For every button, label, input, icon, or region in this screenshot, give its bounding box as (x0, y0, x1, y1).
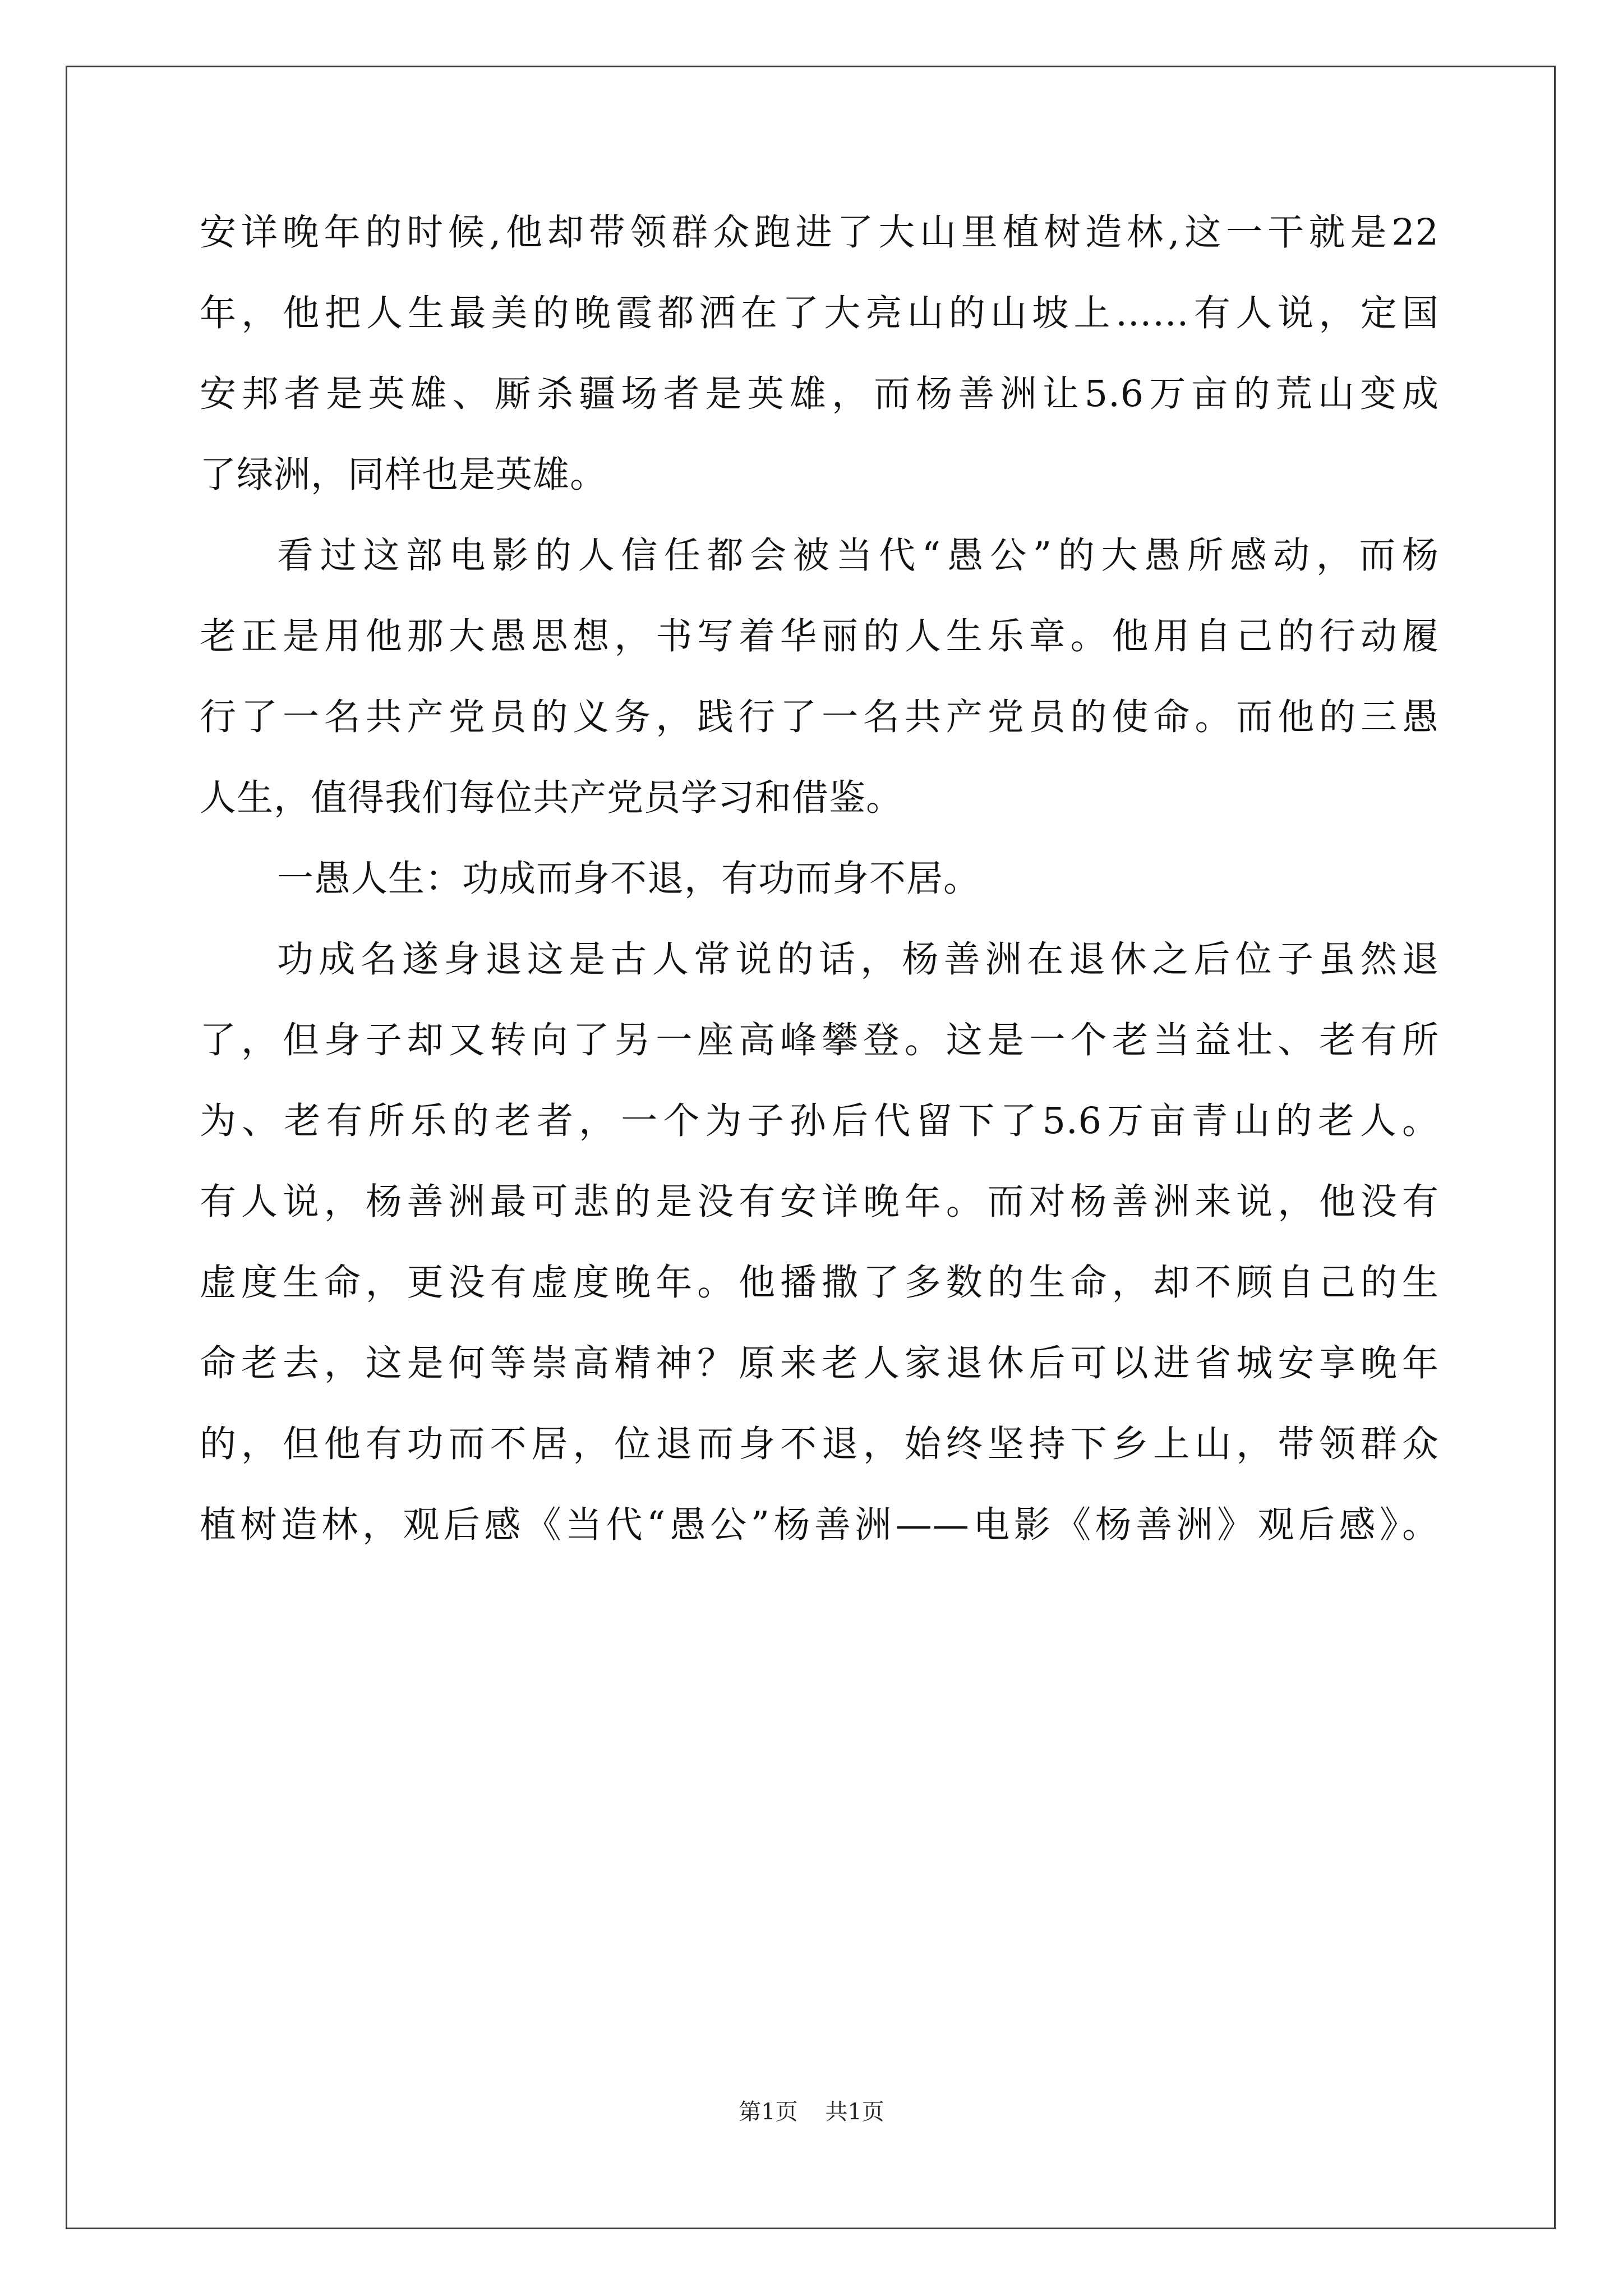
text-line: 一愚人生：功成而身不退，有功而身不居。 (277, 858, 981, 900)
text-line: 行了一名共产党员的义务，践行了一名共产党员的使命。而他的三愚 (200, 696, 1439, 738)
text-line: 安详晚年的时候,他却带领群众跑进了大山里植树造林,这一干就是22 (200, 211, 1439, 254)
text-line: 为、老有所乐的老者，一个为子孙后代留下了5.6万亩青山的老人。 (200, 1100, 1439, 1142)
text-line: 虚度生命，更没有虚度晚年。他播撒了多数的生命，却不顾自己的生 (200, 1262, 1439, 1304)
text-line: 人生，值得我们每位共产党员学习和借鉴。 (200, 777, 903, 819)
text-line: 有人说，杨善洲最可悲的是没有安详晚年。而对杨善洲来说，他没有 (200, 1181, 1439, 1223)
text-line: 的，但他有功而不居，位退而身不退，始终坚持下乡上山，带领群众 (200, 1423, 1439, 1465)
page-footer (0, 2098, 1623, 2126)
text-line: 看过这部电影的人信任都会被当代“愚公”的大愚所感动，而杨 (277, 535, 1439, 577)
text-line: 植树造林，观后感《当代“愚公”杨善洲——电影《杨善洲》观后感》。 (200, 1504, 1439, 1546)
text-line: 老正是用他那大愚思想，书写着华丽的人生乐章。他用自己的行动履 (200, 615, 1439, 657)
page-number: 第1页 (739, 2099, 798, 2125)
page-total: 共1页 (825, 2099, 884, 2125)
text-line: 命老去，这是何等崇高精神？原来老人家退休后可以进省城安享晚年 (200, 1342, 1439, 1384)
text-line: 了，但身子却又转向了另一座高峰攀登。这是一个老当益壮、老有所 (200, 1019, 1439, 1061)
text-line: 安邦者是英雄、厮杀疆场者是英雄，而杨善洲让5.6万亩的荒山变成 (200, 373, 1439, 415)
text-line: 年，他把人生最美的晚霞都洒在了大亮山的山坡上……有人说，定国 (200, 292, 1439, 334)
text-line: 功成名遂身退这是古人常说的话，杨善洲在退休之后位子虽然退 (277, 938, 1439, 981)
text-line: 了绿洲，同样也是英雄。 (200, 454, 607, 496)
